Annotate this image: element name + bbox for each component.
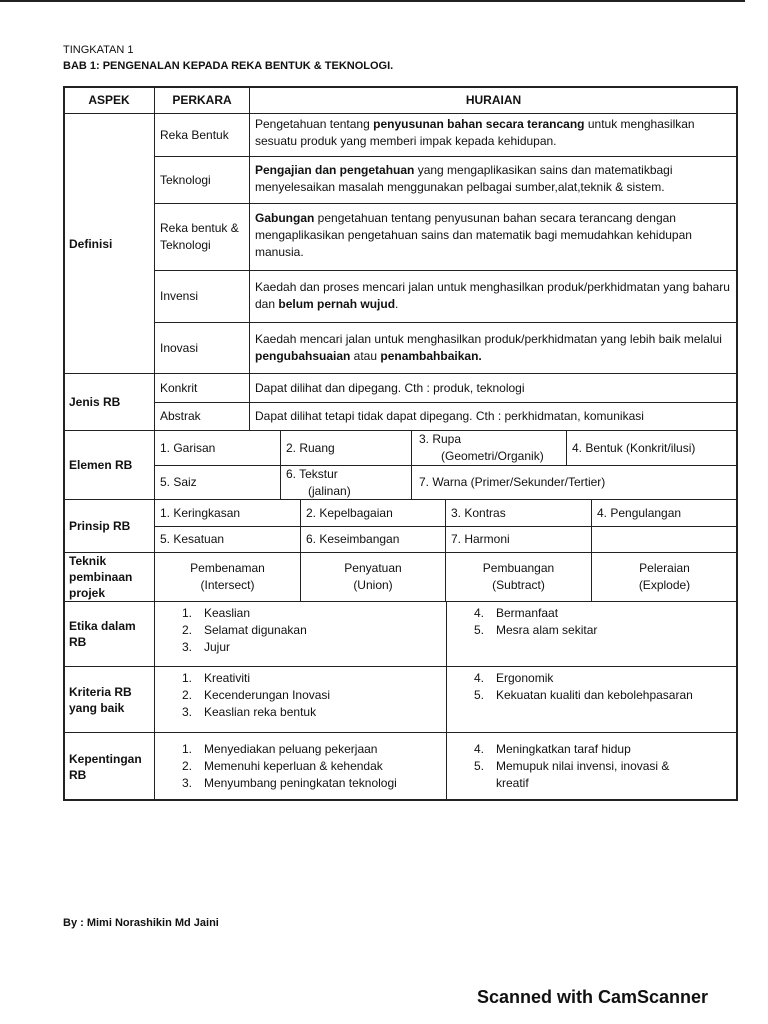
perkara-abstrak: Abstrak	[160, 409, 201, 423]
list-item: 4. Meningkatkan taraf hidup	[474, 742, 631, 756]
summary-table	[63, 86, 738, 801]
list-item: 4. Ergonomik	[474, 671, 554, 685]
prinsip-item: 5. Kesatuan	[160, 532, 225, 546]
teknik-item: Pembuangan (Subtract)	[482, 561, 555, 592]
huraian-teknologi: Pengajian dan pengetahuan yang mengaplikasikan sains dan matematikbagi menyelesaikan masalah menggunakan pelbagai sumber,alat,teknik & sistem.	[255, 163, 673, 194]
etika-list-right	[446, 601, 738, 667]
scanner-watermark: Scanned with CamScanner	[477, 987, 709, 1007]
kepentingan-list-left	[154, 732, 447, 801]
teknik-item: Pembenaman (Intersect)	[190, 561, 265, 592]
elemen-item: 2. Ruang	[286, 440, 335, 455]
aspek-elemen-rb: Elemen RB	[69, 458, 133, 472]
form-level-label: TINGKATAN 1	[63, 44, 134, 56]
elemen-item: 6. Tekstur (jalinan)	[286, 467, 351, 498]
huraian-abstrak: Dapat dilihat tetapi tidak dapat dipegang. Cth : perkhidmatan, komunikasi	[255, 409, 644, 423]
list-item: 1. Keaslian	[182, 606, 251, 620]
aspek-teknik-pembinaan: Teknik pembinaan projek	[69, 554, 133, 600]
aspek-prinsip-rb: Prinsip RB	[69, 519, 131, 533]
list-item: 2. Kecenderungan Inovasi	[182, 688, 331, 702]
author-credit: By : Mimi Norashikin Md Jaini	[63, 917, 219, 929]
teknik-item: Peleraian (Explode)	[638, 561, 691, 592]
etika-list-left	[154, 601, 447, 667]
prinsip-item: 3. Kontras	[451, 505, 506, 520]
aspek-etika: Etika dalam RB	[69, 619, 136, 649]
col-header-huraian: HURAIAN	[465, 92, 522, 107]
huraian-reka-bentuk: Pengetahuan tentang penyusunan bahan secara terancang untuk menghasilkan sesuatu produk yang memberi impak kepada kehidupan.	[255, 117, 695, 148]
prinsip-item: 6. Keseimbangan	[306, 532, 400, 546]
list-item: 3. Keaslian reka bentuk	[182, 705, 317, 719]
huraian-inovasi: Kaedah mencari jalan untuk menghasilkan produk/perkhidmatan yang lebih baik melalui pengubahsuaian atau penambahbaikan.	[255, 332, 722, 363]
kepentingan-list-right	[446, 732, 738, 801]
perkara-konkrit: Konkrit	[160, 380, 198, 395]
huraian-reka-bentuk-teknologi: Gabungan pengetahuan tentang penyusunan bahan secara terancang dengan mengaplikasikan pengetahuan sains dan matematik bagi memudahkan kehidupan manusia.	[255, 211, 692, 259]
huraian-invensi: Kaedah dan proses mencari jalan untuk menghasilkan produk/perkhidmatan yang baharu dan belum pernah wujud.	[255, 280, 730, 311]
list-item: 2. Selamat digunakan	[182, 623, 307, 637]
aspek-definisi: Definisi	[69, 236, 113, 251]
huraian-konkrit: Dapat dilihat dan dipegang. Cth : produk, teknologi	[255, 380, 525, 395]
elemen-item: 7. Warna (Primer/Sekunder/Tertier)	[419, 475, 606, 489]
teknik-item: Penyatuan (Union)	[344, 561, 402, 592]
perkara-reka-bentuk-teknologi: Reka bentuk & Teknologi	[160, 221, 239, 252]
kriteria-list-right	[446, 666, 738, 733]
list-item: 5. Kekuatan kualiti dan kebolehpasaran	[474, 688, 693, 702]
list-item: 1. Kreativiti	[182, 671, 251, 685]
list-item: 1. Menyediakan peluang pekerjaan	[182, 742, 378, 756]
prinsip-item: 7. Harmoni	[451, 532, 510, 546]
list-item: 2. Memenuhi keperluan & kehendak	[182, 759, 383, 773]
chapter-title: BAB 1: PENGENALAN KEPADA REKA BENTUK & TEKNOLOGI.	[63, 60, 394, 72]
elemen-item: 3. Rupa (Geometri/Organik)	[419, 432, 544, 463]
prinsip-item: 1. Keringkasan	[160, 505, 241, 520]
list-item: 3. Menyumbang peningkatan teknologi	[182, 776, 397, 790]
list-item: 5. Memupuk nilai invensi, inovasi & kreatif	[474, 759, 670, 790]
list-item: 5. Mesra alam sekitar	[474, 623, 598, 637]
col-header-aspek: ASPEK	[88, 92, 130, 107]
list-item: 3. Jujur	[182, 640, 231, 654]
prinsip-item: 4. Pengulangan	[597, 505, 682, 520]
aspek-kriteria: Kriteria RB yang baik	[69, 684, 132, 715]
perkara-invensi: Invensi	[160, 289, 199, 303]
perkara-reka-bentuk: Reka Bentuk	[160, 127, 229, 142]
col-header-perkara: PERKARA	[172, 92, 232, 107]
aspek-kepentingan: Kepentingan RB	[69, 751, 142, 782]
elemen-item: 4. Bentuk (Konkrit/ilusi)	[572, 440, 696, 455]
list-item: 4. Bermanfaat	[474, 606, 559, 620]
top-border-line	[0, 0, 745, 2]
kriteria-list-left	[154, 666, 447, 733]
perkara-inovasi: Inovasi	[160, 340, 199, 355]
prinsip-item: 2. Kepelbagaian	[306, 505, 393, 520]
perkara-teknologi: Teknologi	[160, 172, 211, 187]
aspek-jenis-rb: Jenis RB	[69, 395, 121, 409]
elemen-item: 5. Saiz	[160, 475, 197, 489]
elemen-item: 1. Garisan	[160, 440, 216, 455]
